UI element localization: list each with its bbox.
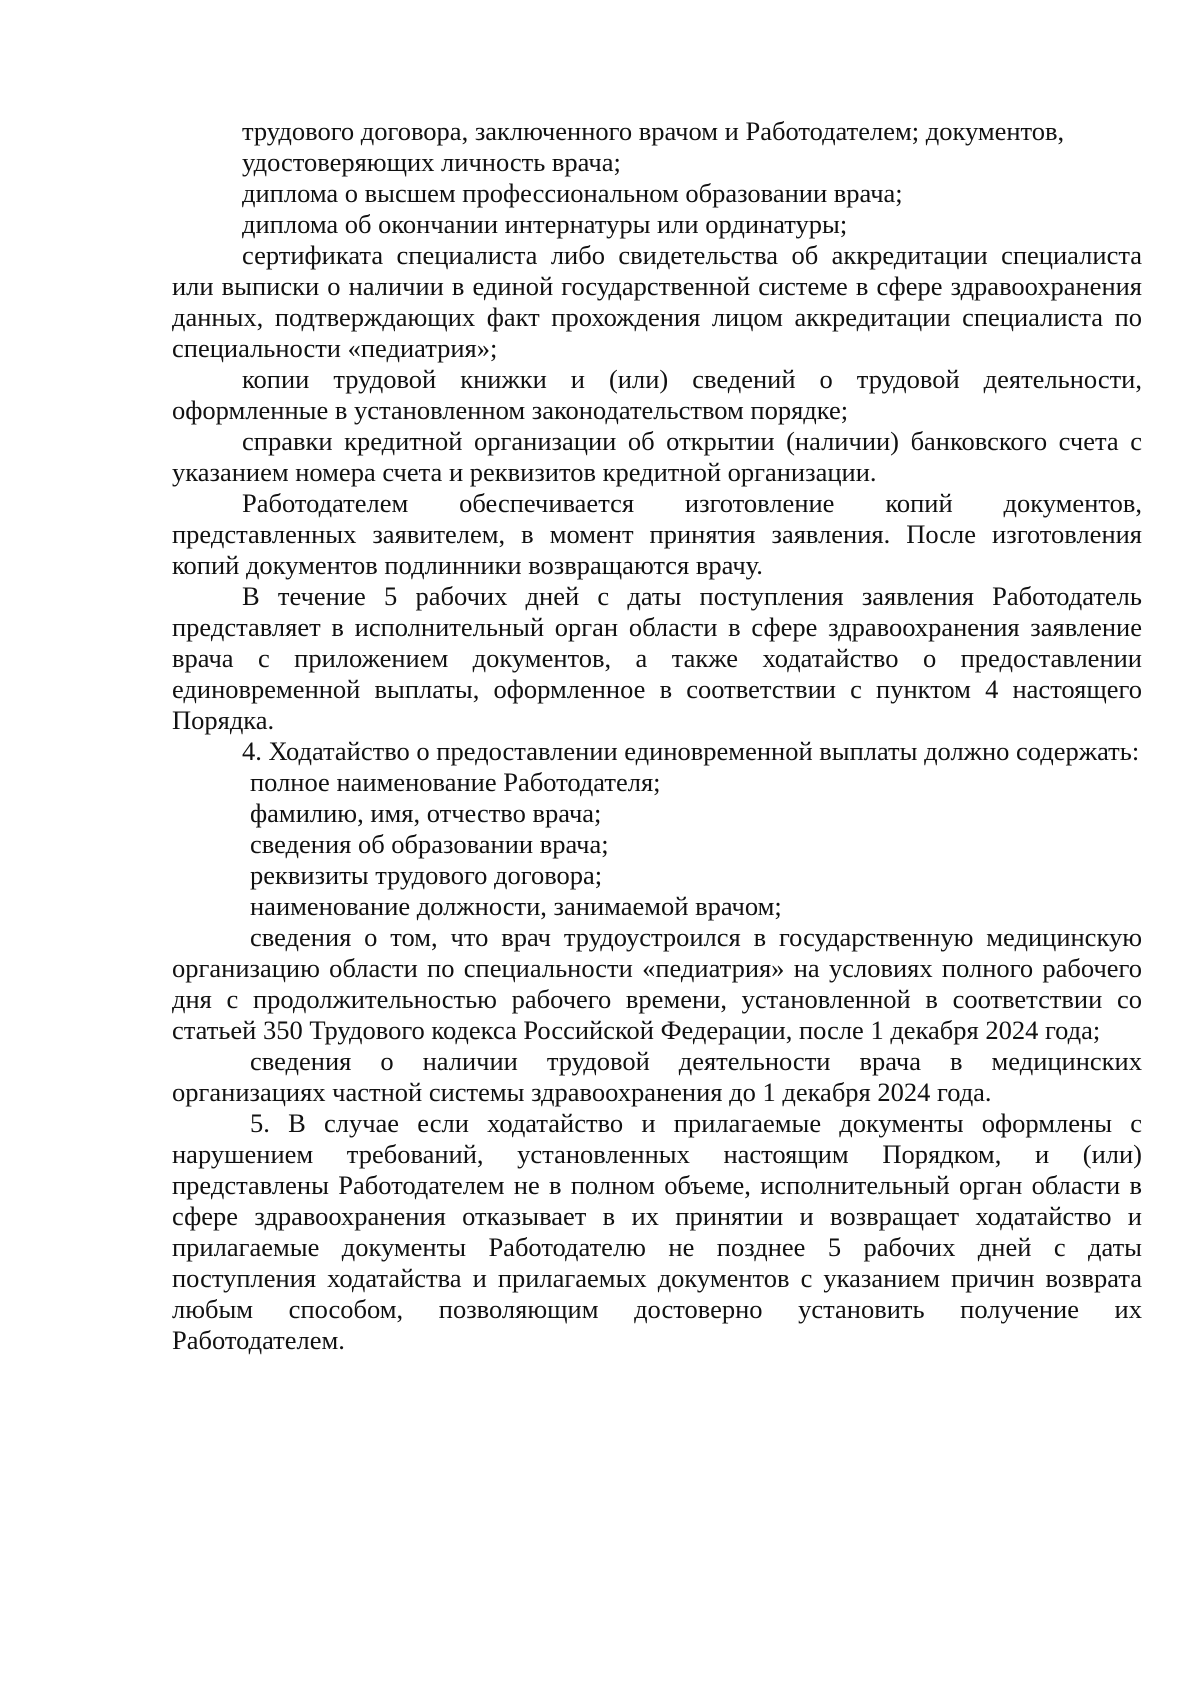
paragraph-document-copies: Работодателем обеспечивается изготовление копий документов, представленных заявителем, в момент принятия заявления. После изготовления копий документов подлинники возвращаются врачу.: [172, 488, 1142, 580]
list-item: полное наименование Работодателя;: [250, 767, 661, 797]
text-line: трудового договора, заключенного врачом и Работодателем; документов,: [242, 116, 1065, 146]
paragraph-work-record-book: копии трудовой книжки и (или) сведений о трудовой деятельности, оформленные в установленном законодательством порядке;: [172, 364, 1142, 425]
paragraph-bank-certificate: справки кредитной организации об открытии (наличии) банковского счета с указанием номера счета и реквизитов кредитной организации.: [172, 426, 1142, 487]
paragraph-private-practice-info: сведения о наличии трудовой деятельности врача в медицинских организациях частной системы здравоохранения до 1 декабря 2024 года.: [172, 1046, 1142, 1107]
list-item: фамилию, имя, отчество врача;: [250, 798, 602, 828]
paragraph-employment-contract: [172, 116, 1142, 178]
paragraph-specialist-certificate: сертификата специалиста либо свидетельства об аккредитации специалиста или выписки о наличии в единой государственной системе в сфере здравоохранения данных, подтверждающих факт прохождения лицом аккредитации специалиста по специальности «педиатрия»;: [172, 240, 1142, 363]
paragraph-internship-diploma: диплома об окончании интернатуры или ординатуры;: [242, 209, 848, 239]
list-item: сведения об образовании врача;: [250, 829, 609, 859]
paragraph-section-4: 4. Ходатайство о предоставлении единовременной выплаты должно содержать:: [242, 736, 1140, 766]
paragraph-submission-deadline: В течение 5 рабочих дней с даты поступления заявления Работодатель представляет в исполнительный орган области в сфере здравоохранения заявление врача с приложением документов, а также ходатайство о предоставлении единовременной выплаты, оформленное в соответствии с пунктом 4 настоящего Порядка.: [172, 581, 1142, 735]
document-page: [172, 116, 1142, 1356]
list-item: наименование должности, занимаемой врачом;: [250, 891, 782, 921]
paragraph-section-5: 5. В случае если ходатайство и прилагаемые документы оформлены с нарушением требований, установленных настоящим Порядком, и (или) представлены Работодателем не в полном объеме, исполнительный орган области в сфере здравоохранения отказывает в их принятии и возвращает ходатайство и прилагаемые документы Работодателю не позднее 5 рабочих дней с даты поступления ходатайства и прилагаемых документов с указанием причин возврата любым способом, позволяющим достоверно установить получение их Работодателем.: [172, 1108, 1142, 1355]
paragraph-employment-info: сведения о том, что врач трудоустроился в государственную медицинскую организацию области по специальности «педиатрия» на условиях полного рабочего дня с продолжительностью рабочего времени, установленной в соответствии со статьей 350 Трудового кодекса Российской Федерации, после 1 декабря 2024 года;: [172, 922, 1142, 1045]
list-item: реквизиты трудового договора;: [250, 860, 603, 890]
paragraph-higher-education-diploma: диплома о высшем профессиональном образовании врача;: [242, 178, 903, 208]
text-line: удостоверяющих личность врача;: [242, 147, 621, 177]
